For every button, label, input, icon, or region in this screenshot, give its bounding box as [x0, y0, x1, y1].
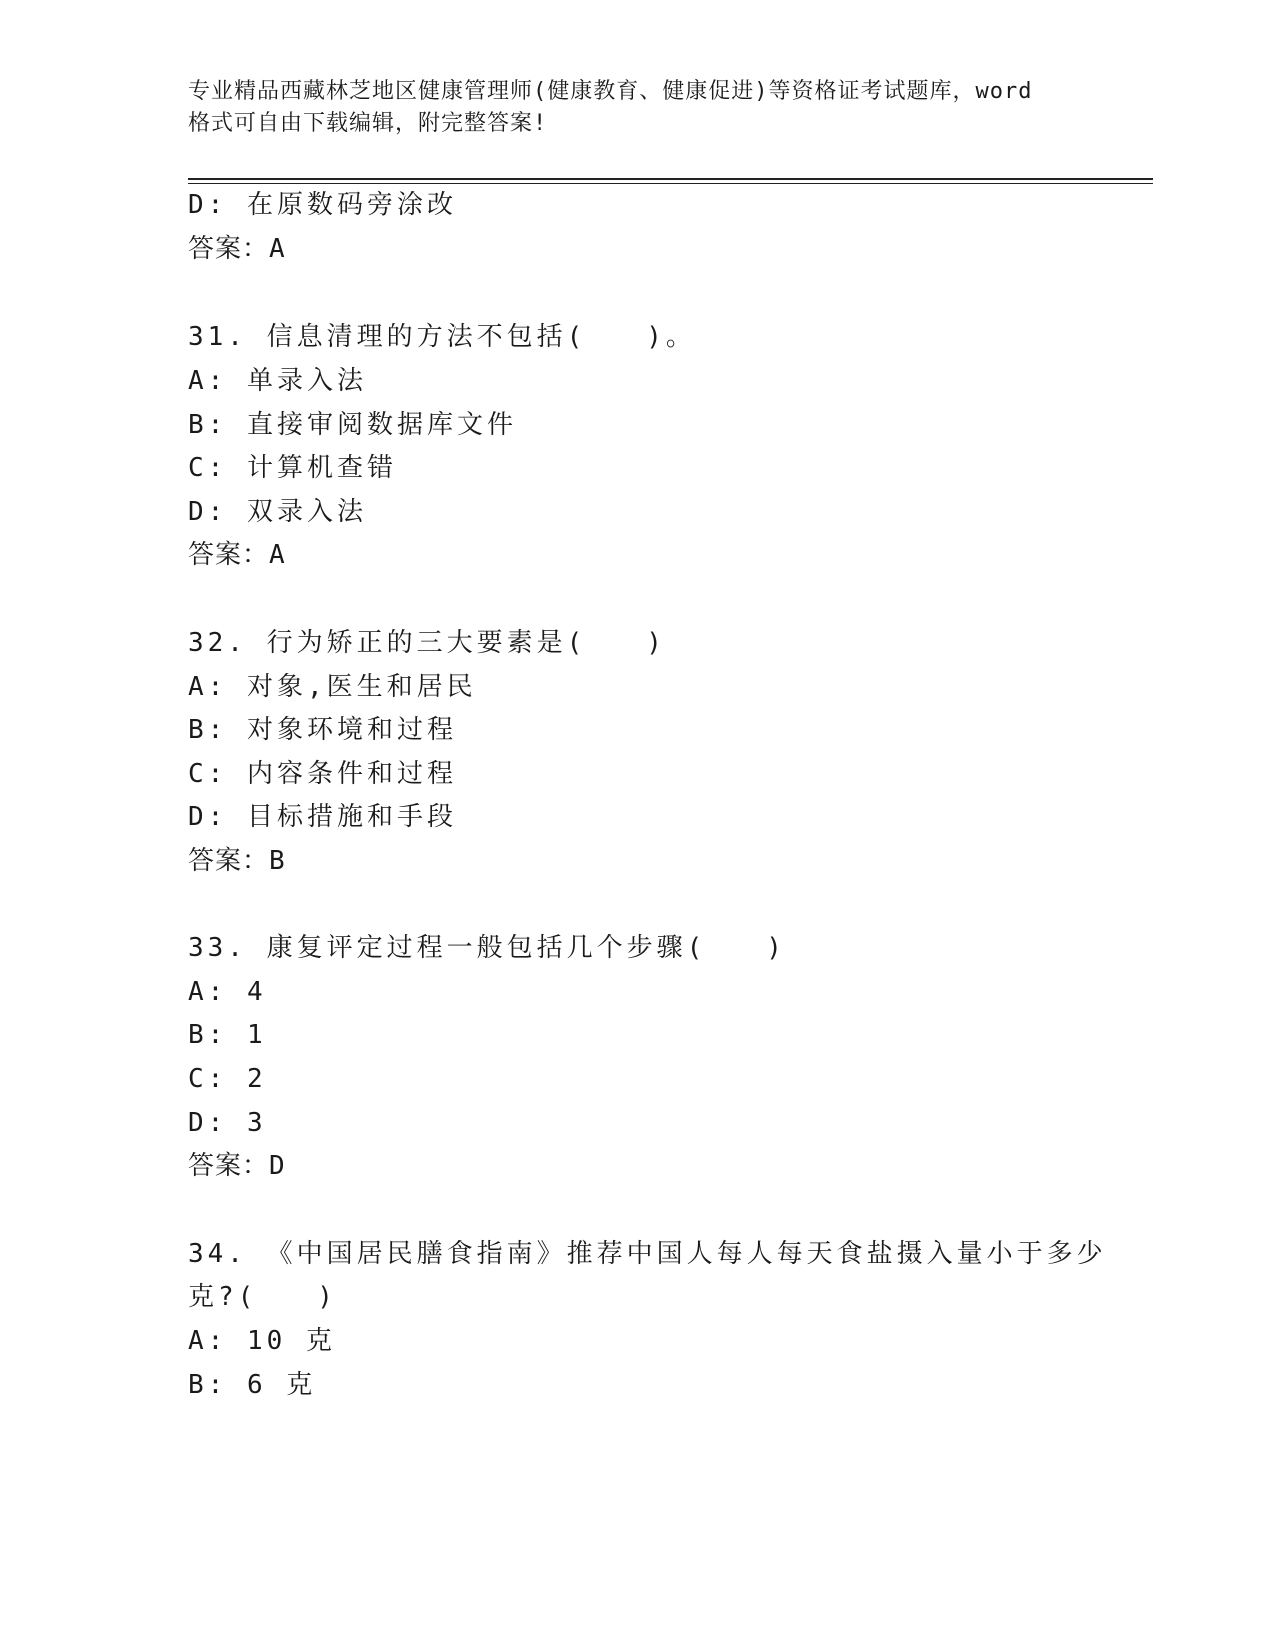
question-33-option-b: B: 1: [188, 1020, 267, 1050]
header-line-1: 专业精品西藏林芝地区健康管理师(健康教育、健康促进)等资格证考试题库，word: [188, 79, 1033, 104]
prev-answer: [188, 232, 286, 266]
question-33-option-a: A: 4: [188, 977, 267, 1007]
header-divider-thick: [188, 178, 1153, 180]
header-line-2: 格式可自由下载编辑，附完整答案!: [188, 111, 548, 136]
answer-value: B: [269, 846, 286, 876]
answer-label: 答案：: [188, 1151, 270, 1181]
question-31-answer: [188, 538, 286, 572]
answer-value: A: [269, 234, 286, 264]
question-31-option-b: B: 直接审阅数据库文件: [188, 410, 517, 440]
answer-label: 答案：: [188, 540, 270, 570]
question-34-stem-line-2: 克?( ): [188, 1282, 337, 1312]
question-32-option-c: C: 内容条件和过程: [188, 759, 457, 789]
prev-option-d: D: 在原数码旁涂改: [188, 190, 457, 220]
document-header: [188, 76, 1088, 140]
answer-label: 答案：: [188, 234, 270, 264]
question-31-option-c: C: 计算机查错: [188, 453, 397, 483]
question-33-stem: 33. 康复评定过程一般包括几个步骤( ): [188, 933, 786, 963]
question-34-option-a: A: 10 克: [188, 1326, 336, 1356]
question-31-option-d: D: 双录入法: [188, 497, 367, 527]
answer-value: D: [269, 1151, 286, 1181]
question-32-option-a: A: 对象,医生和居民: [188, 672, 477, 702]
question-32-option-b: B: 对象环境和过程: [188, 715, 457, 745]
question-33-answer: [188, 1149, 286, 1183]
question-32-stem: 32. 行为矫正的三大要素是( ): [188, 628, 666, 658]
question-31-option-a: A: 单录入法: [188, 366, 367, 396]
question-34-stem-line-1: 34. 《中国居民膳食指南》推荐中国人每人每天食盐摄入量小于多少: [188, 1239, 1107, 1269]
question-32-option-d: D: 目标措施和手段: [188, 802, 457, 832]
question-33-option-c: C: 2: [188, 1064, 267, 1094]
header-divider-thin: [188, 183, 1153, 184]
question-34-option-b: B: 6 克: [188, 1370, 317, 1400]
question-33-option-d: D: 3: [188, 1108, 267, 1138]
answer-label: 答案：: [188, 846, 270, 876]
answer-value: A: [269, 540, 286, 570]
question-31-stem: 31. 信息清理的方法不包括( )。: [188, 322, 696, 352]
question-32-answer: [188, 844, 286, 878]
